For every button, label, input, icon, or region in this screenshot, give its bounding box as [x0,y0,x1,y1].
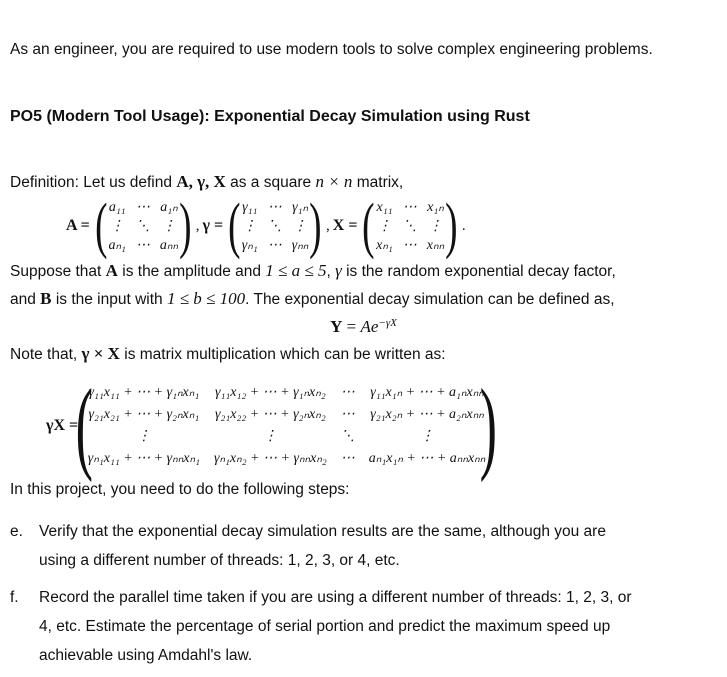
matrix-cell: γ₁₁x₁₂ + ⋯ + γ₁ₙxₙ₂ [215,385,326,400]
matrix-cell: ⋮ [242,218,257,234]
suppose-line-1 [10,262,616,280]
section-heading: PO5 (Modern Tool Usage): Exponential Decay Simulation using Rust [10,108,530,125]
comma: , [326,217,330,234]
period: . [461,217,466,234]
left-paren-icon: ( [228,192,241,260]
matrix-cell: γ₂₁x₂ₙ + ⋯ + a₂ₙxₙₙ [370,407,484,422]
list-marker: f. [10,589,19,606]
a-range: 1 ≤ a ≤ 5 [265,261,327,280]
matrix-cell: aₙ₁ [108,237,126,253]
left-paren-icon: ( [75,368,94,483]
matrix-x [376,198,444,255]
matrix-a [108,198,178,255]
matrix-cell: ⋯ [340,407,355,422]
text: is matrix multiplication which can be written as: [119,346,446,363]
matrix-cell: ⋱ [340,429,355,444]
matrix-gamma [242,198,309,255]
equation-exponent: −γX [378,317,397,329]
matrix-cell: a₁ₙ [160,199,178,215]
intro-text: As an engineer, you are required to use modern tools to solve complex engineering problems. [10,41,653,58]
matrix-cell: γₙₙ [291,237,309,253]
matrix-a-label: A = [66,217,90,234]
matrix-cell: ⋱ [402,218,417,234]
note-expr: γ × X [81,344,120,363]
right-paren-icon: ) [445,192,458,260]
matrix-cell: γₙ₁ [241,237,258,253]
matrix-cell: ⋯ [340,451,355,466]
matrix-cell: aₙ₁x₁ₙ + ⋯ + aₙₙxₙₙ [368,451,486,466]
b-range: 1 ≤ b ≤ 100 [166,289,246,308]
matrix-cell: ⋱ [135,218,150,234]
comma: , [195,217,200,234]
matrix-cell: ⋮ [161,218,176,234]
right-paren-icon: ) [309,192,322,260]
matrix-cell: xₙ₁ [376,237,393,253]
matrix-cell: ⋮ [263,429,278,444]
text: Suppose that [10,263,106,280]
definition-vars: A, γ, X [176,172,226,191]
definition-suffix: matrix, [352,174,404,191]
matrix-cell: γ₁₁ [242,199,258,215]
product-label: γX = [46,417,79,434]
matrix-cell: ⋮ [420,429,435,444]
text: . The exponential decay simulation can be defined as, [245,291,615,308]
matrix-cell: a₁₁ [108,199,126,215]
definition-prefix: Definition: Let us defind [10,174,177,191]
matrix-x-label: X = [332,217,358,234]
var-a: A [105,261,118,280]
matrix-cell: ⋮ [136,429,151,444]
matrix-cell: aₙₙ [159,237,179,253]
matrix-cell: γ₁₁x₁₁ + ⋯ + γ₁ₙxₙ₁ [88,385,200,400]
matrix-cell: ⋯ [135,237,150,253]
equation-eq: = [342,317,361,337]
matrix-cell: ⋮ [293,218,308,234]
equation-y [0,317,727,337]
equation-lhs: Y [330,317,343,337]
var-b: B [40,289,52,308]
var-gamma: γ [335,261,342,280]
matrix-cell: γ₁ₙ [292,199,309,215]
matrix-cell: γ₂₁x₂₁ + ⋯ + γ₂ₙxₙ₁ [88,407,200,422]
list-marker: e. [10,523,23,540]
matrix-cell: ⋮ [110,218,125,234]
matrix-cell: ⋯ [402,237,417,253]
matrix-definitions [66,192,469,260]
text: , [326,263,336,280]
left-paren-icon: ( [94,192,108,260]
matrix-cell: ⋯ [402,199,417,215]
right-paren-icon: ) [479,368,498,483]
matrix-cell: ⋯ [267,237,282,253]
matrix-cell: γₙ₁xₙ₂ + ⋯ + γₙₙxₙ₂ [213,451,327,466]
matrix-cell: ⋯ [340,385,355,400]
product-equation [46,368,498,483]
steps-intro: In this project, you need to do the following steps: [10,481,350,498]
suppose-line-2 [10,290,615,308]
right-paren-icon: ) [179,192,192,260]
product-matrix [88,382,486,470]
text: is the random exponential decay factor, [341,263,616,280]
equation-rhs: Ae [360,317,379,337]
matrix-cell: x₁₁ [376,199,393,215]
left-paren-icon: ( [362,192,375,260]
matrix-cell: ⋯ [135,199,150,215]
definition-middle: as a square [225,174,316,191]
matrix-cell: ⋮ [377,218,392,234]
matrix-cell: ⋮ [428,218,443,234]
note-line [10,345,446,363]
matrix-cell: ⋱ [267,218,282,234]
matrix-cell: x₁ₙ [427,199,444,215]
text: is the input with [51,291,167,308]
list-item-text: Record the parallel time taken if you are using a different number of threads: 1, 2, 3, or 4, etc. Estimate the percentage of serial portion and predict the maximum speed up achievable using Amdahl's law. [39,589,632,664]
text: is the amplitude and [117,263,266,280]
text: and [10,291,41,308]
list-item-text: Verify that the exponential decay simulation results are the same, although you are using a different number of threads: 1, 2, 3, or 4, etc. [39,523,606,569]
matrix-cell: γ₁₁x₁ₙ + ⋯ + a₁ₙxₙₙ [370,385,484,400]
matrix-cell: xₙₙ [426,237,445,253]
definition-dim: n × n [315,172,353,191]
matrix-cell: γₙ₁x₁₁ + ⋯ + γₙₙxₙ₁ [87,451,200,466]
matrix-cell: ⋯ [267,199,282,215]
matrix-gamma-label: γ = [202,217,224,234]
matrix-cell: γ₂₁x₂₂ + ⋯ + γ₂ₙxₙ₂ [215,407,326,422]
definition-line [10,173,403,191]
text: Note that, [10,346,82,363]
